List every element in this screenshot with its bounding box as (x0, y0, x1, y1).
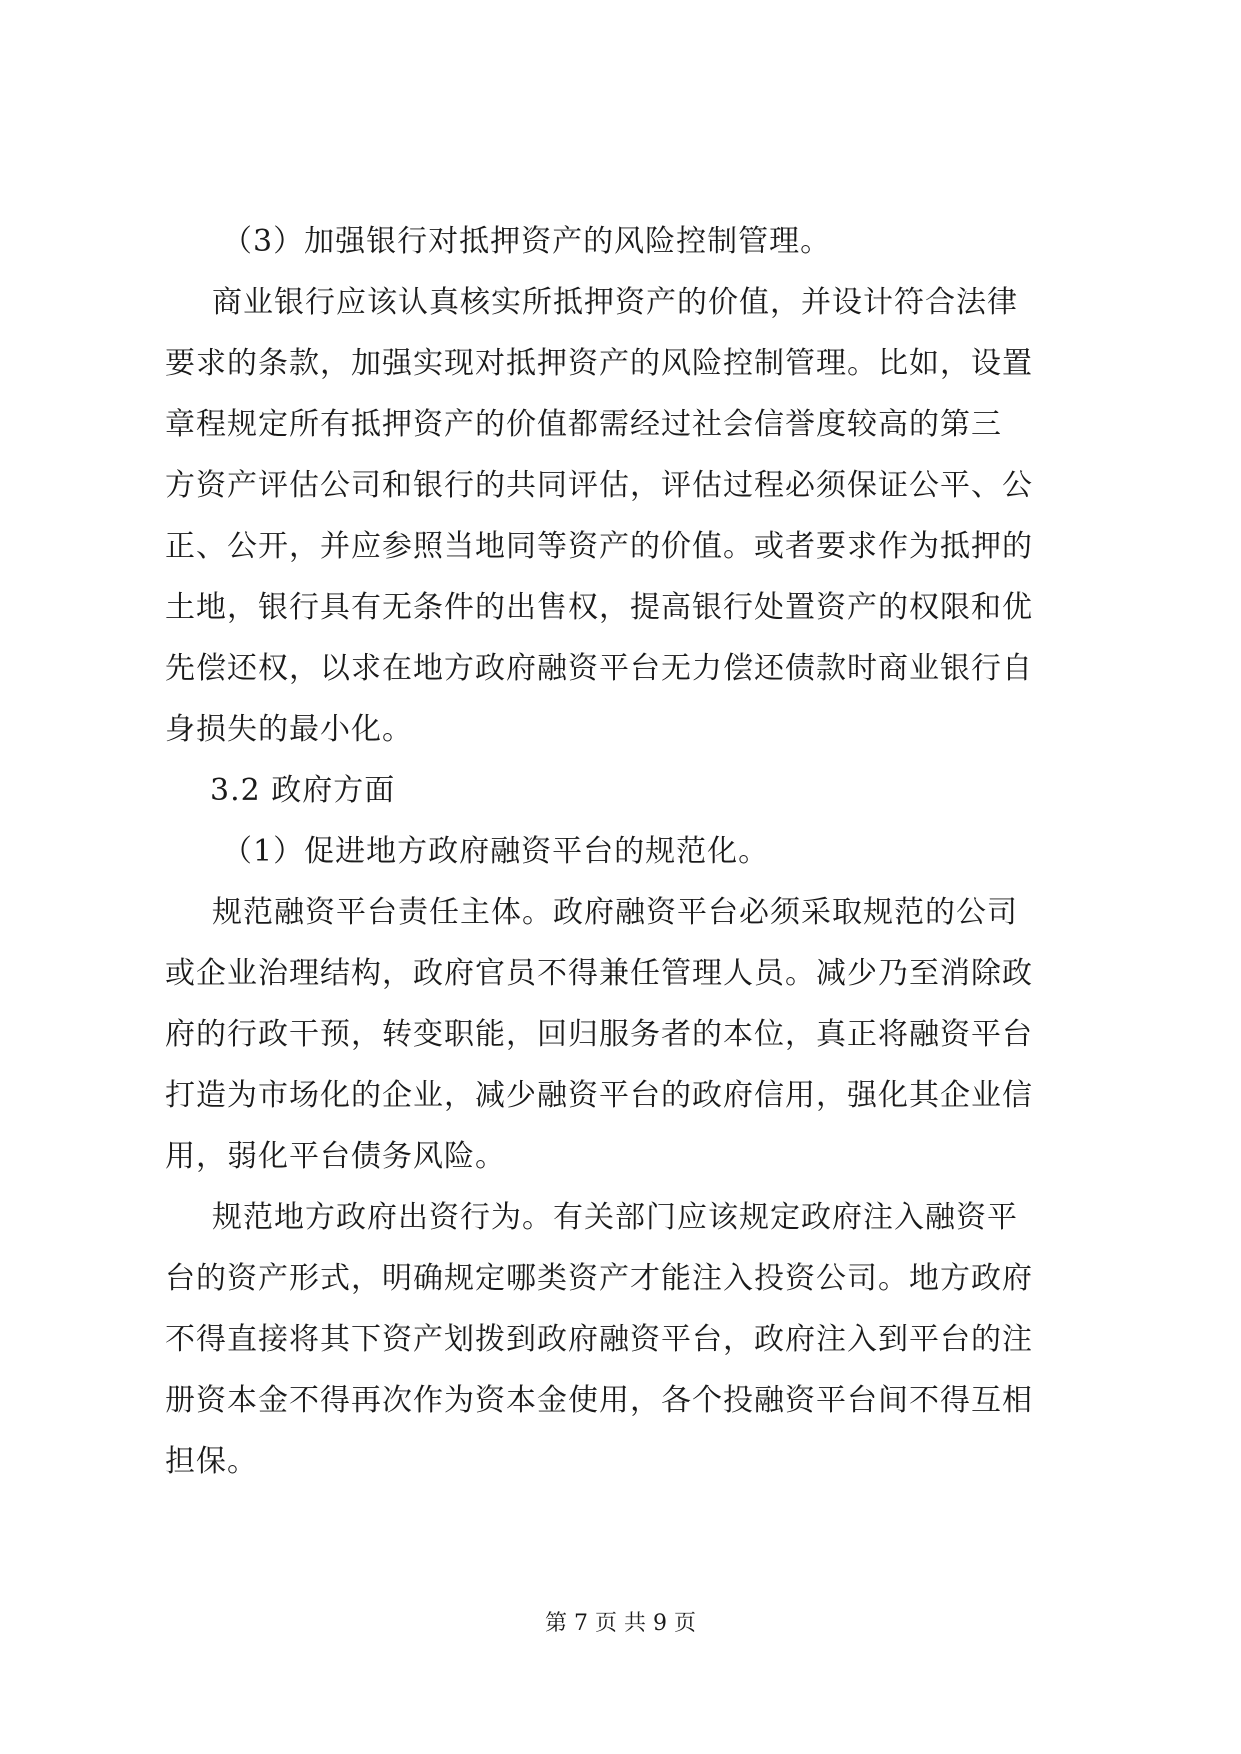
paragraph-line: 商业银行应该认真核实所抵押资产的价值，并设计符合法律 (212, 285, 1018, 320)
paragraph-line: 身损失的最小化。 (165, 712, 413, 747)
paragraph-line: 打造为市场化的企业，减少融资平台的政府信用，强化其企业信 (165, 1078, 1033, 1113)
paragraph-line: 规范地方政府出资行为。有关部门应该规定政府注入融资平 (212, 1200, 1018, 1235)
subheading-1: （1）促进地方政府融资平台的规范化。 (222, 834, 770, 869)
paragraph-line: 或企业治理结构，政府官员不得兼任管理人员。减少乃至消除政 (165, 956, 1033, 991)
paragraph-line: 用，弱化平台债务风险。 (165, 1139, 506, 1174)
paragraph-line: 方资产评估公司和银行的共同评估，评估过程必须保证公平、公 (165, 468, 1033, 503)
paragraph-line: 正、公开，并应参照当地同等资产的价值。或者要求作为抵押的 (165, 529, 1033, 564)
paragraph-line: 担保。 (165, 1444, 258, 1479)
paragraph-line: 章程规定所有抵押资产的价值都需经过社会信誉度较高的第三 (165, 407, 1002, 442)
paragraph-line: 土地，银行具有无条件的出售权，提高银行处置资产的权限和优 (165, 590, 1033, 625)
paragraph-line: 府的行政干预，转变职能，回归服务者的本位，真正将融资平台 (165, 1017, 1033, 1052)
subheading-3: （3）加强银行对抵押资产的风险控制管理。 (222, 224, 832, 259)
paragraph-line: 要求的条款，加强实现对抵押资产的风险控制管理。比如，设置 (165, 346, 1033, 381)
paragraph-line: 规范融资平台责任主体。政府融资平台必须采取规范的公司 (212, 895, 1018, 930)
paragraph-line: 册资本金不得再次作为资本金使用，各个投融资平台间不得互相 (165, 1383, 1033, 1418)
paragraph-line: 台的资产形式，明确规定哪类资产才能注入投资公司。地方政府 (165, 1261, 1033, 1296)
paragraph-line: 先偿还权，以求在地方政府融资平台无力偿还债款时商业银行自 (165, 651, 1033, 686)
section-heading: 3.2 政府方面 (210, 773, 396, 808)
page-number-footer: 第 7 页 共 9 页 (545, 1611, 696, 1636)
paragraph-line: 不得直接将其下资产划拨到政府融资平台，政府注入到平台的注 (165, 1322, 1033, 1357)
